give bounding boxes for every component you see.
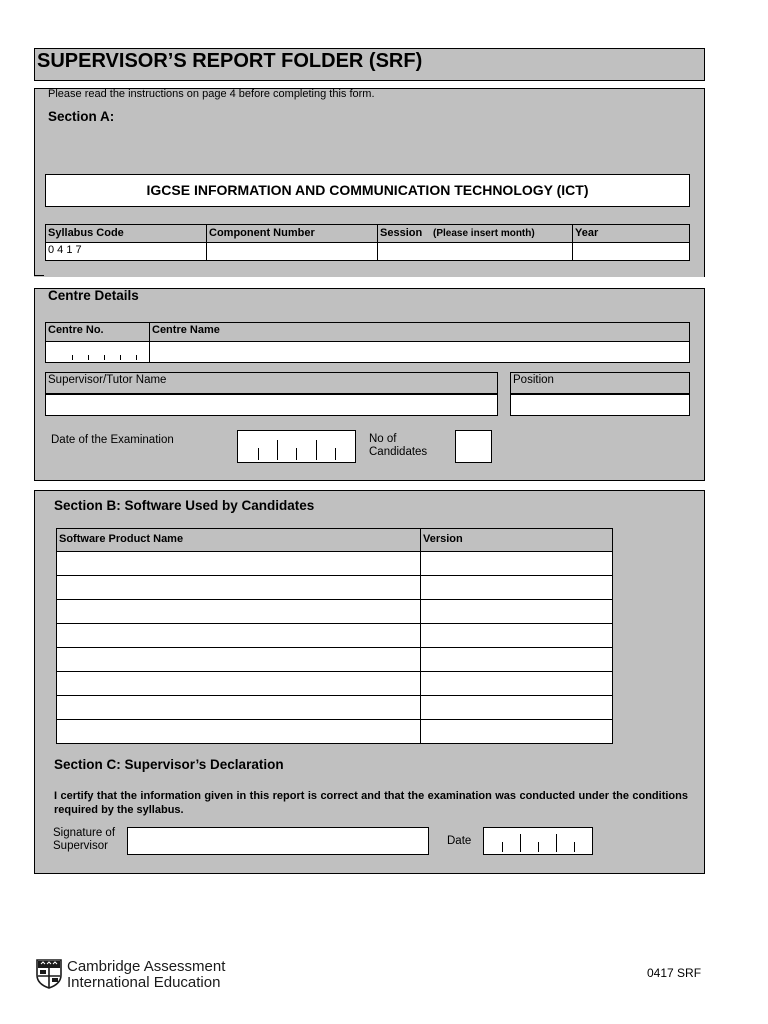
- declaration-date-label: Date: [447, 835, 472, 847]
- software-col-label: Software Product Name: [59, 533, 184, 545]
- candidates-label-line1: No of: [369, 433, 397, 445]
- date-divider: [296, 448, 297, 460]
- centre-no-divider: [72, 355, 73, 360]
- software-name-cell[interactable]: [56, 623, 421, 648]
- logo-line1: Cambridge Assessment: [67, 958, 226, 975]
- year-header-label: Year: [575, 227, 599, 239]
- date-divider: [538, 842, 539, 852]
- software-col-header: [56, 528, 421, 552]
- centre-name-header: [149, 322, 690, 342]
- version-cell[interactable]: [420, 599, 613, 624]
- instructions-text: Please read the instructions on page 4 before completing this form.: [48, 88, 375, 100]
- software-name-cell[interactable]: [56, 719, 421, 744]
- session-header-note: (Please insert month): [433, 228, 535, 239]
- exam-date-field[interactable]: [237, 430, 356, 463]
- centre-no-label: Centre No.: [48, 324, 104, 336]
- page-title: SUPERVISOR’S REPORT FOLDER (SRF): [37, 50, 423, 72]
- section-c-heading: Section C: Supervisor’s Declaration: [54, 757, 284, 772]
- version-cell[interactable]: [420, 575, 613, 600]
- component-number-header: [206, 224, 378, 243]
- date-divider: [277, 440, 278, 460]
- software-name-cell[interactable]: [56, 647, 421, 672]
- declaration-text: I certify that the information given in this report is correct and that the examination was conducted under the conditions required by the syllabus.: [54, 790, 688, 816]
- year-header: [572, 224, 690, 243]
- centre-no-field[interactable]: [45, 341, 150, 363]
- version-cell[interactable]: [420, 551, 613, 576]
- centre-no-divider: [88, 355, 89, 360]
- signature-label-line2: Supervisor: [53, 840, 108, 852]
- signature-label-line1: Signature of: [53, 827, 116, 839]
- centre-no-divider: [104, 355, 105, 360]
- version-cell[interactable]: [420, 647, 613, 672]
- session-header: [377, 224, 573, 243]
- date-divider: [556, 834, 557, 852]
- centre-name-label: Centre Name: [152, 324, 220, 336]
- date-divider: [316, 440, 317, 460]
- session-field[interactable]: [377, 242, 573, 261]
- subject-title-box: [45, 174, 690, 207]
- version-col-label: Version: [423, 533, 463, 545]
- version-cell[interactable]: [420, 623, 613, 648]
- date-divider: [520, 834, 521, 852]
- section-b-heading: Section B: Software Used by Candidates: [54, 498, 315, 513]
- version-cell[interactable]: [420, 671, 613, 696]
- centre-no-divider: [120, 355, 121, 360]
- logo-line2: International Education: [67, 974, 221, 991]
- year-field[interactable]: [572, 242, 690, 261]
- candidates-label-line2: Candidates: [369, 446, 428, 458]
- cambridge-shield-icon: [36, 959, 62, 989]
- form-code: 0417 SRF: [647, 966, 702, 980]
- syllabus-code-header: [45, 224, 207, 243]
- syllabus-code-value: 0 4 1 7: [48, 244, 82, 256]
- centre-details-heading: Centre Details: [48, 288, 139, 303]
- declaration-date-field[interactable]: [483, 827, 593, 855]
- component-number-header-label: Component Number: [209, 227, 315, 239]
- syllabus-code-header-label: Syllabus Code: [48, 227, 124, 239]
- date-divider: [502, 842, 503, 852]
- position-label: Position: [513, 374, 554, 386]
- date-divider: [335, 448, 336, 460]
- software-name-cell[interactable]: [56, 575, 421, 600]
- software-name-cell[interactable]: [56, 695, 421, 720]
- version-col-header: [420, 528, 613, 552]
- supervisor-name-field[interactable]: [45, 394, 498, 416]
- title-bar: [34, 48, 705, 81]
- centre-no-header: [45, 322, 150, 342]
- session-header-label: Session: [380, 227, 423, 239]
- signature-field[interactable]: [127, 827, 429, 855]
- software-name-cell[interactable]: [56, 599, 421, 624]
- section-a-left-notch: [34, 275, 44, 276]
- version-cell[interactable]: [420, 719, 613, 744]
- section-a-heading: Section A:: [48, 109, 115, 124]
- candidates-field[interactable]: [455, 430, 492, 463]
- position-field[interactable]: [510, 394, 690, 416]
- subject-title: IGCSE INFORMATION AND COMMUNICATION TECHNOLOGY (ICT): [146, 182, 589, 198]
- software-name-cell[interactable]: [56, 671, 421, 696]
- software-name-cell[interactable]: [56, 551, 421, 576]
- syllabus-code-cell: [45, 242, 207, 261]
- date-divider: [574, 842, 575, 852]
- position-header: [510, 372, 690, 394]
- supervisor-name-label: Supervisor/Tutor Name: [48, 374, 167, 386]
- exam-date-label: Date of the Examination: [51, 434, 174, 446]
- centre-no-divider: [136, 355, 137, 360]
- component-number-field[interactable]: [206, 242, 378, 261]
- centre-name-field[interactable]: [149, 341, 690, 363]
- supervisor-name-header: [45, 372, 498, 394]
- date-divider: [258, 448, 259, 460]
- version-cell[interactable]: [420, 695, 613, 720]
- section-a-left-rule: [34, 88, 35, 276]
